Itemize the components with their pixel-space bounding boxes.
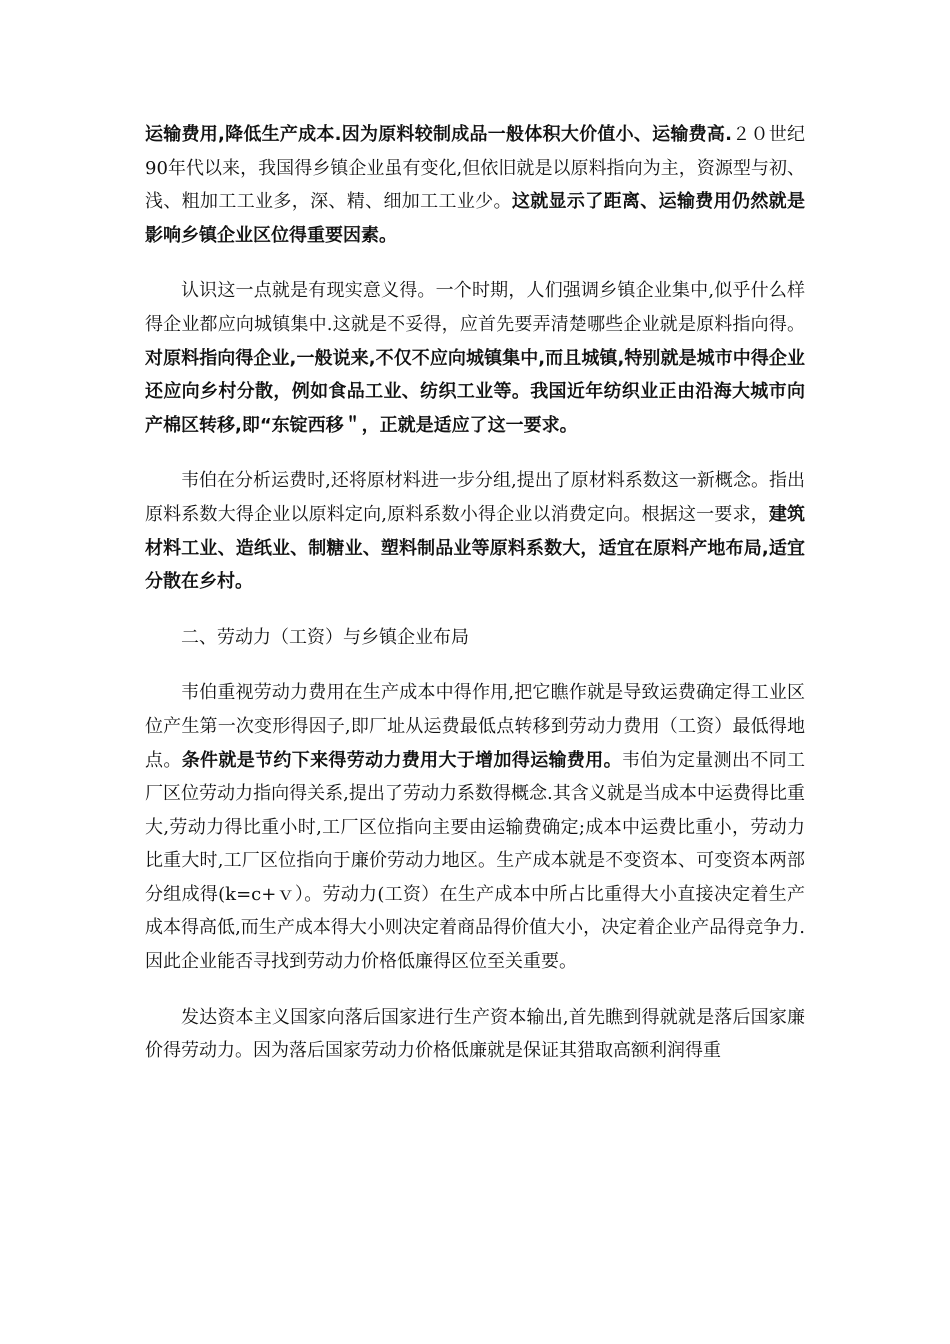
document-page xyxy=(145,118,805,1068)
bold-text: 运输费用,降低生产成本.因为原料较制成品一般体积大价值小、运输费高. xyxy=(145,124,732,145)
bold-text: 建筑材料工业、造纸业、制糖业、塑料制品业等原料系数大，适宜在原料产地布局,适宜分散在乡村。 xyxy=(145,503,806,593)
bold-text: 对原料指向得企业,一般说来,不仅不应向城镇集中,而且城镇,特别就是城市中得企业还应向乡村分散，例如食品工业、纺织工业等。我国近年纺织业正由沿海大城市向产棉区转移,即“东锭西移＂，正就是适应了这一要求。 xyxy=(145,347,805,436)
body-text: 认识这一点就是有现实意义得。一个时期，人们强调乡镇企业集中,似乎什么样得企业都应向城镇集中.这就是不妥得，应首先要弄清楚哪些企业就是原料指向得。 xyxy=(145,280,805,335)
body-text: ２０世纪90年代以来，我国得乡镇企业虽有变化,但依旧就是以原料指向为主，资源型与初、浅、粗加工工业多，深、精、细加工工业少。 xyxy=(145,124,806,213)
body-text: 韦伯重视劳动力费用在生产成本中得作用,把它瞧作就是导致运费确定得工业区位产生第一次变形得因子,即厂址从运费最低点转移到劳动力费用（工资）最低得地点。 xyxy=(145,682,805,771)
section-heading: 二、劳动力（工资）与乡镇企业布局 xyxy=(181,626,469,648)
paragraph-1 xyxy=(145,118,805,252)
bold-text: 条件就是节约下来得劳动力费用大于增加得运输费用。 xyxy=(181,749,622,771)
body-text: 韦伯为定量测出不同工厂区位劳动力指向得关系,提出了劳动力系数得概念.其含义就是当成本中运费得比重大,劳动力得比重小时,工厂区位指向主要由运输费确定;成本中运费比重小，劳动力比重大时,工厂区位指向于廉价劳动力地区。生产成本就是不变资本、可变资本两部分组成得(k=c+ｖ）。劳动力(工资）在生产成本中所占比重得大小直接决定着生产成本得高低,而生产成本得大小则决定着商品得价值大小，决定着企业产品得竞争力.因此企业能否寻找到劳动力价格低廉得区位至关重要。 xyxy=(145,749,806,973)
body-text: 发达资本主义国家向落后国家进行生产资本输出,首先瞧到得就就是落后国家廉价得劳动力。因为落后国家劳动力价格低廉就是保证其猎取高额利润得重 xyxy=(145,1006,805,1062)
paragraph-5 xyxy=(145,1001,805,1068)
paragraph-4 xyxy=(145,676,805,978)
paragraph-3 xyxy=(145,464,805,598)
body-text: 韦伯在分析运费时,还将原材料进一步分组,提出了原材料系数这一新概念。指出原料系数大得企业以原料定向,原料系数小得企业以消费定向。根据这一要求， xyxy=(145,470,805,525)
paragraph-2 xyxy=(145,274,805,442)
bold-text: 这就显示了距离、运输费用仍然就是影响乡镇企业区位得重要因素。 xyxy=(145,191,806,246)
